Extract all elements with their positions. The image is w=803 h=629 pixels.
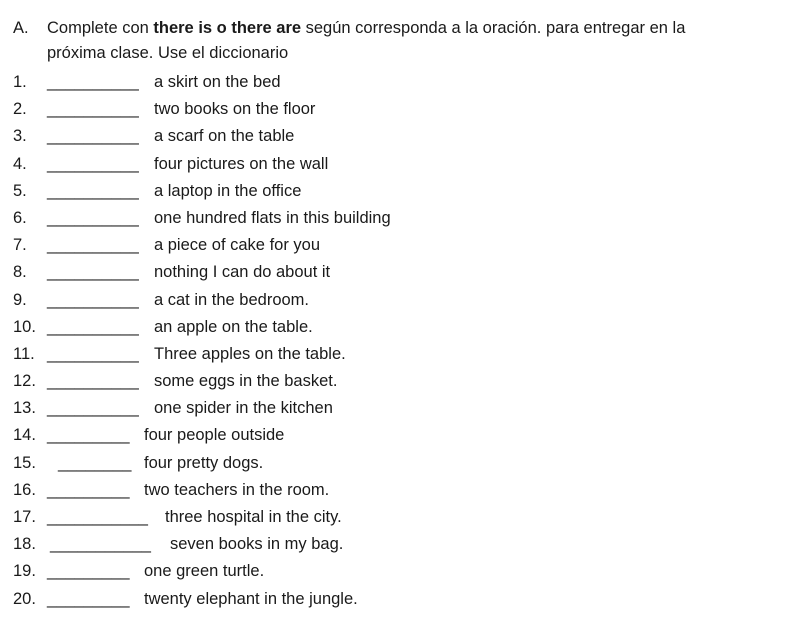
answer-blank: __________ — [47, 127, 139, 146]
item-number: 13. — [13, 399, 36, 418]
item-number: 1. — [13, 73, 27, 91]
answer-blank: ________ — [58, 453, 132, 472]
item-number: 20. — [13, 589, 36, 608]
item-number: 17. — [13, 508, 36, 526]
instruction — [13, 16, 793, 66]
item-sentence: one green turtle. — [144, 562, 265, 581]
instruction-line-2: próxima clase. Use el diccionario — [47, 44, 289, 62]
exercise-item — [13, 395, 793, 422]
answer-blank: __________ — [47, 344, 139, 363]
item-sentence: Three apples on the table. — [154, 344, 346, 363]
exercise-item — [13, 123, 793, 150]
item-number: 15. — [13, 453, 36, 472]
answer-blank: __________ — [47, 181, 139, 200]
answer-blank: _________ — [47, 426, 130, 445]
exercise-item — [13, 178, 793, 205]
answer-blank: __________ — [47, 208, 139, 227]
instruction-letter: A. — [13, 19, 29, 37]
item-number: 5. — [13, 181, 27, 200]
item-number: 3. — [13, 127, 27, 146]
exercise-item — [13, 259, 793, 286]
exercise-item — [13, 232, 793, 259]
item-sentence: a skirt on the bed — [154, 73, 281, 91]
exercise-item — [13, 586, 793, 613]
item-sentence: an apple on the table. — [154, 317, 313, 336]
item-sentence: seven books in my bag. — [170, 535, 344, 554]
item-number: 7. — [13, 236, 27, 255]
item-sentence: twenty elephant in the jungle. — [144, 589, 358, 608]
answer-blank: ___________ — [47, 508, 148, 526]
item-sentence: one hundred flats in this building — [154, 208, 391, 227]
exercise-item — [13, 205, 793, 232]
item-sentence: two books on the floor — [154, 100, 316, 119]
answer-blank: __________ — [47, 73, 139, 91]
exercise-item — [13, 422, 793, 449]
item-number: 6. — [13, 208, 27, 227]
item-sentence: four pretty dogs. — [144, 453, 264, 472]
exercise-item — [13, 450, 793, 477]
exercise-item — [13, 341, 793, 368]
answer-blank: __________ — [47, 154, 139, 173]
instruction-bold-phrase: there is o there are — [153, 19, 302, 37]
item-sentence: nothing I can do about it — [154, 263, 331, 282]
answer-blank: __________ — [47, 290, 139, 309]
exercise-list — [13, 69, 793, 613]
answer-blank: __________ — [47, 399, 139, 418]
item-sentence: four pictures on the wall — [154, 154, 329, 173]
answer-blank: __________ — [47, 263, 139, 282]
item-sentence: three hospital in the city. — [165, 508, 342, 526]
answer-blank: __________ — [47, 372, 139, 391]
item-number: 9. — [13, 290, 27, 309]
item-number: 12. — [13, 372, 36, 391]
answer-blank: __________ — [47, 100, 139, 119]
item-number: 14. — [13, 426, 36, 445]
exercise-item — [13, 151, 793, 178]
exercise-item — [13, 477, 793, 504]
item-number: 2. — [13, 100, 27, 119]
answer-blank: _________ — [47, 480, 130, 499]
item-sentence: a scarf on the table — [154, 127, 295, 146]
answer-blank: __________ — [47, 317, 139, 336]
item-sentence: some eggs in the basket. — [154, 372, 338, 391]
exercise-item — [13, 368, 793, 395]
item-sentence: two teachers in the room. — [144, 480, 330, 499]
exercise-item — [13, 531, 793, 558]
exercise-item — [13, 96, 793, 123]
exercise-item — [13, 504, 793, 531]
instruction-text-before: Complete con — [47, 19, 154, 37]
item-sentence: a piece of cake for you — [154, 236, 321, 255]
item-number: 18. — [13, 535, 36, 554]
item-number: 16. — [13, 480, 36, 499]
exercise-item — [13, 69, 793, 96]
exercise-item — [13, 558, 793, 585]
item-number: 10. — [13, 317, 36, 336]
item-sentence: four people outside — [144, 426, 285, 445]
item-sentence: a laptop in the office — [154, 181, 302, 200]
answer-blank: __________ — [47, 236, 139, 255]
item-sentence: a cat in the bedroom. — [154, 290, 310, 309]
exercise-item — [13, 314, 793, 341]
item-number: 4. — [13, 154, 27, 173]
answer-blank: ___________ — [50, 535, 151, 554]
item-sentence: one spider in the kitchen — [154, 399, 333, 418]
item-number: 11. — [13, 344, 35, 363]
exercise-item — [13, 287, 793, 314]
instruction-text — [47, 16, 793, 66]
answer-blank: _________ — [47, 562, 130, 581]
item-number: 8. — [13, 263, 27, 282]
answer-blank: _________ — [47, 589, 130, 608]
instruction-text-after: según corresponda a la oración. para entregar en la — [301, 19, 686, 37]
item-number: 19. — [13, 562, 36, 581]
